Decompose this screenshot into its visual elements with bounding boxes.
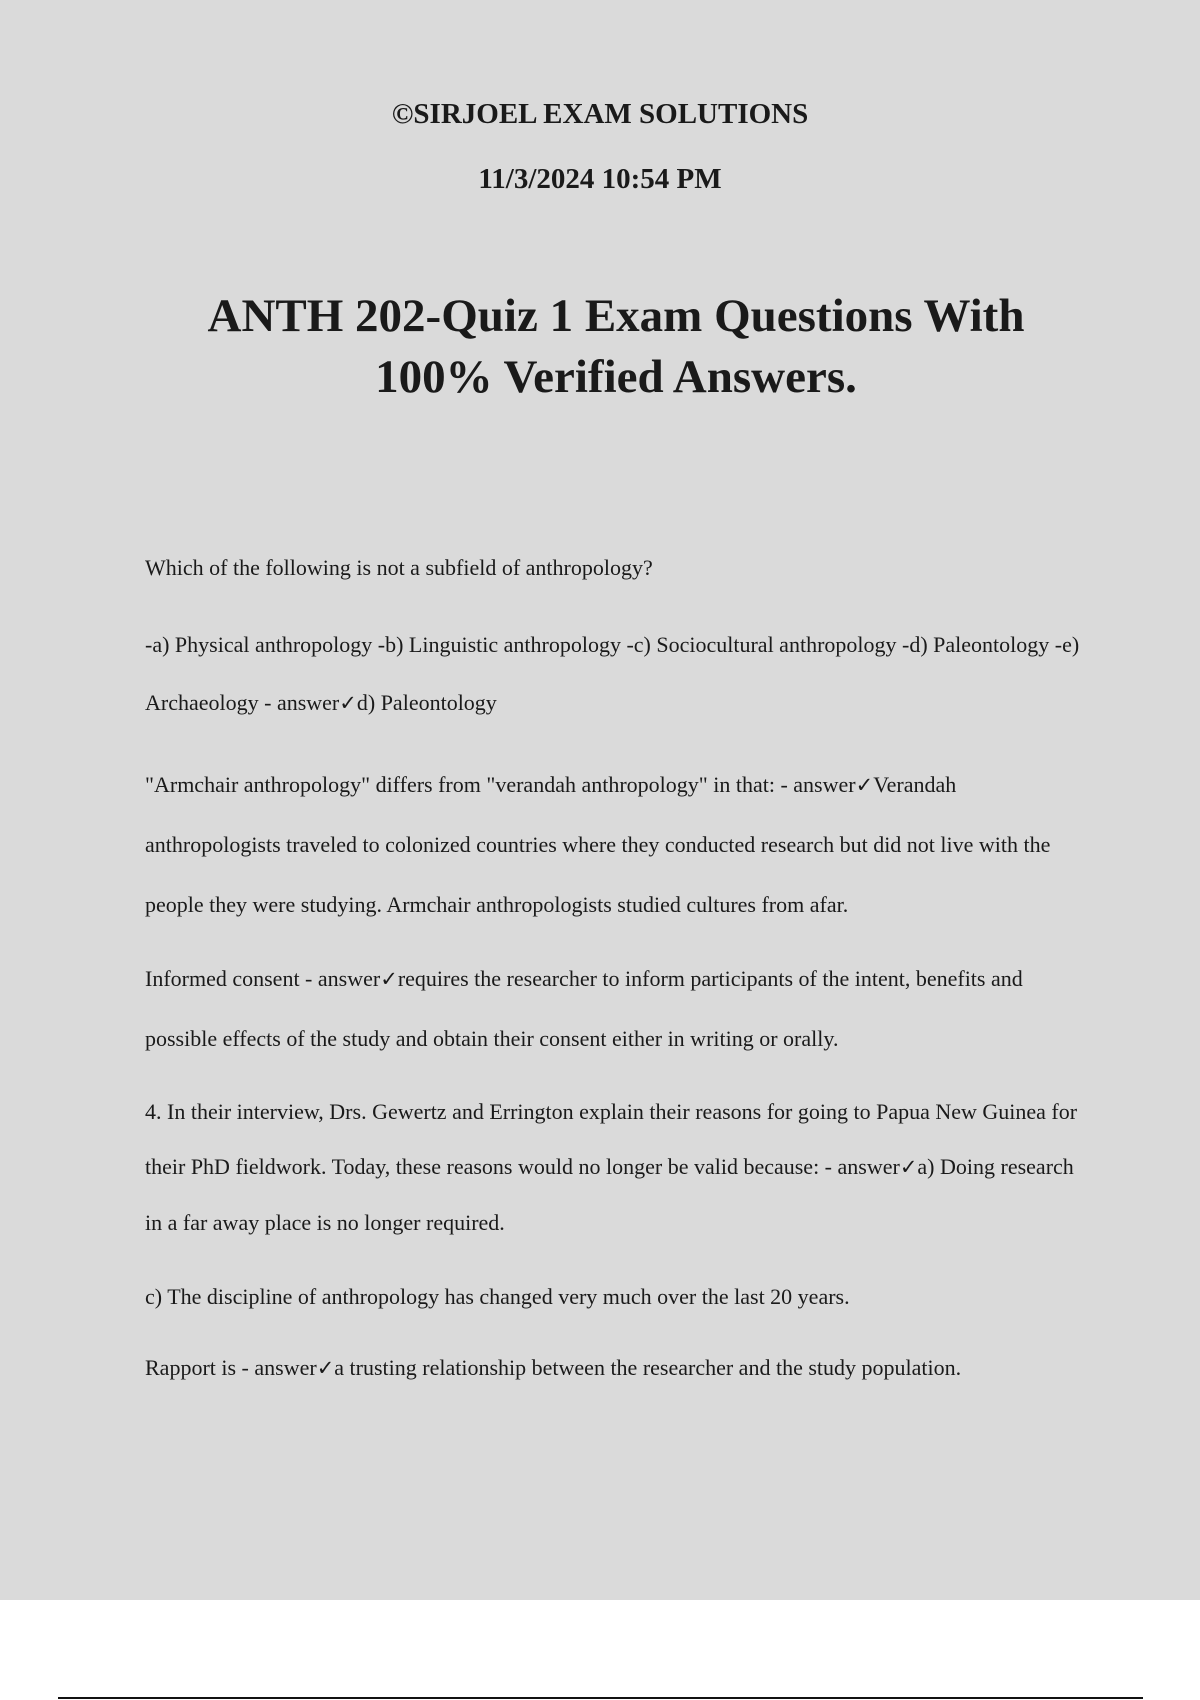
document-title: ANTH 202-Quiz 1 Exam Questions With 100% Verified Answers. [207, 290, 1025, 403]
answer-text: a trusting relationship between the researcher and the study population. [334, 1355, 962, 1380]
options-text: -a) Physical anthropology -b) Linguistic anthropology -c) Sociocultural anthropology -d) Paleontology -e) Archaeology - answer [145, 632, 1080, 715]
qa-content [145, 551, 1085, 1396]
qa-item [145, 949, 1085, 1069]
document-datetime: 11/3/2024 10:54 PM [478, 163, 722, 195]
prompt-text: Rapport is - answer [145, 1355, 317, 1380]
checkmark-icon: ✓ [316, 1356, 335, 1380]
question-text: Which of the following is not a subfield of anthropology? [145, 555, 653, 580]
checkmark-icon: ✓ [855, 773, 874, 797]
qa-item [145, 1084, 1085, 1250]
checkmark-icon: ✓ [339, 691, 357, 715]
qa-item: c) The discipline of anthropology has changed very much over the last 20 years. [145, 1284, 850, 1309]
prompt-text: Informed consent - answer [145, 966, 381, 991]
answer-text: a) Doing research in a far away place is no longer required. [145, 1154, 1074, 1235]
checkmark-icon: ✓ [380, 967, 398, 991]
prompt-text: "Armchair anthropology" differs from "verandah anthropology" in that: - answer [145, 772, 856, 797]
qa-item [145, 1340, 1085, 1396]
answer-text: d) Paleontology [356, 690, 497, 715]
checkmark-icon: ✓ [899, 1155, 918, 1179]
qa-item [145, 616, 1085, 732]
answer-text: requires the researcher to inform participants of the intent, benefits and possible effects of the study and obtain their consent either in writing or orally. [145, 966, 1023, 1051]
page-divider [58, 1697, 1143, 1699]
prompt-text: 4. In their interview, Drs. Gewertz and Errington explain their reasons for going to Papua New Guinea for their PhD fieldwork. Today, these reasons would no longer be valid because: - answer [145, 1099, 1078, 1179]
answer-text: Verandah anthropologists traveled to colonized countries where they conducted research but did not live with the people they were studying. Armchair anthropologists studied cultures from afar. [145, 772, 1051, 917]
qa-item [145, 755, 1085, 935]
brand-header: ©SIRJOEL EXAM SOLUTIONS [391, 98, 809, 130]
